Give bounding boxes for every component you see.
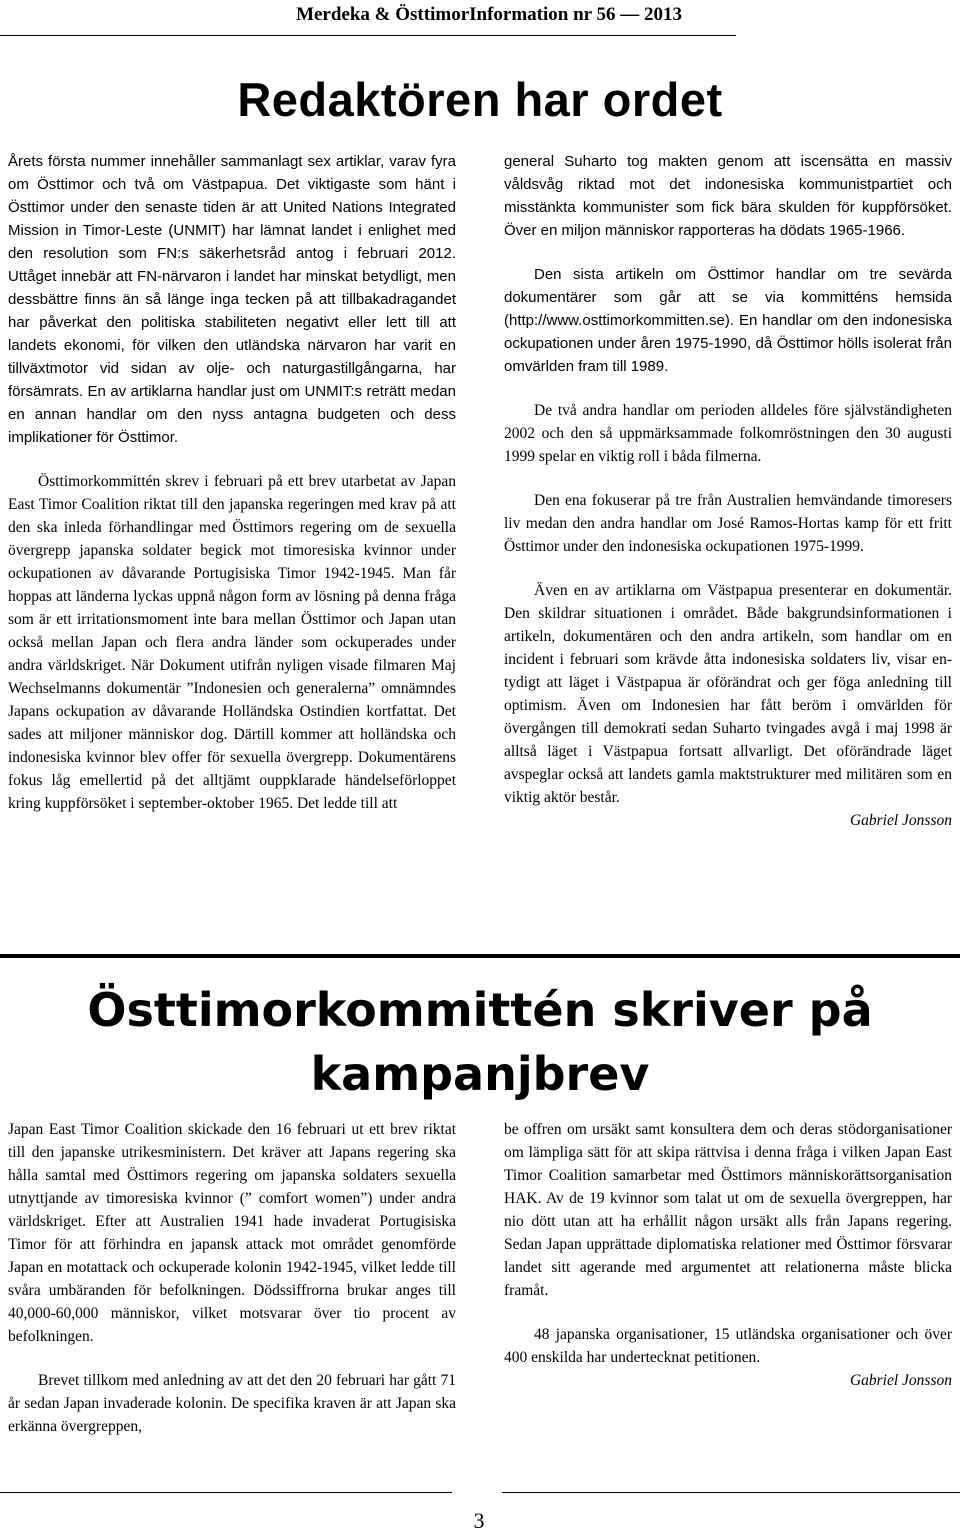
editorial-signature: Gabriel Jonsson (849, 812, 952, 829)
article-signature: Gabriel Jonsson (849, 1372, 952, 1389)
section-divider (0, 954, 960, 958)
footer-rule-right (502, 1492, 960, 1493)
article-paragraph-3: be offren om ursäkt samt konsultera dem och deras stödorganisationer om lämpliga sätt för att skipa rättvisa i denna fråga i vilken Japan East Timor Coalition samarbetar med Östtimors människorättsorganisation HAK. Av de 19 kvinnor som talat ut om de sexuella övergreppen, har nio dött utan att ha erhållit någon ursäkt alls från Japans regering. Sedan Japan upprättade diplomatiska relationer med Östtimor försvarar landet sitt agerande med argumentet att relationerna måste blicka framåt. (504, 1121, 952, 1299)
editorial-right-column (504, 150, 952, 832)
editorial-paragraph-3: general Suharto tog makten genom att iscensätta en massiv våldsvåg riktad mot det indonesiska kommunistpartiet och misstänkta kommunister som fick bära skulden för kuppförsöket. Över en miljon människor rapporteras ha dödats 1965-1966. (504, 153, 952, 239)
footer-rule-left (0, 1492, 452, 1493)
editorial-title: Redaktören har ordet (237, 73, 723, 126)
article-paragraph-4: 48 japanska organisationer, 15 utländska organisationer och över 400 enskilda har undertecknat petitionen. (504, 1326, 952, 1366)
editorial-left-column (8, 150, 456, 815)
editorial-paragraph-2: Östtimorkommittén skrev i februari på ett brev utarbetat av Japan East Timor Coalition riktat till den japanska regeringen med krav på att den ska inleda förhandlingar med Östtimors regering om de sexuella övergrepp japanska soldater begick mot timoresiska kvinnor under ockupationen av dåvarande Portugisiska Timor 1942-1945. Man får hoppas att länderna lyckas uppnå någon form av lösning på denna fråga som är ett irritationsmoment inte bara mellan Östtimor och Japan utan också mellan Japan och flera andra länder som ockuperades under andra världskriget. När Dokument utifrån nyligen visade filmaren Maj Wechselmanns dokumentär ”Indonesien och generalerna” omnämndes Japans ockupation av dåvarande Holländska Ostindien kortfattat. Det sades att miljoner människor dog. Därtill kommer att holländska och indonesiska kvinnor blev offer för sexuella övergrepp. Dokumentärens fokus låg emellertid på det alltjämt ouppklarade händelseförloppet kring kuppförsöket i september-oktober 1965. Det ledde till att (8, 473, 456, 812)
article-paragraph-2: Brevet tillkom med anledning av att det den 20 februari har gått 71 år sedan Japan invaderade kolonin. De specifika kraven är att Japan ska erkänna övergreppen, (8, 1372, 456, 1435)
article-paragraph-1: Japan East Timor Coalition skickade den 16 februari ut ett brev riktat till den japanske utrikesministern. Det kräver att Japans regering ska hålla samtal med Östtimors regering om japanska soldaters sexuella utnyttjande av timoresiska kvinnor (” comfort women”) under andra världskriget. Efter att Australien 1941 hade invaderat Portugisiska Timor för att förhindra en japansk attack mot området genomförde Japan en motattack och ockuperade kolonin 1942-1945, vilket ledde till svåra umbäranden för befolkningen. Dödssiffrorna brukar anges till 40,000-60,000 människor, vilket motsvarar över tio procent av befolkningen. (8, 1121, 456, 1345)
editorial-paragraph-1: Årets första nummer innehåller sammanlagt sex artiklar, varav fyra om Östtimor och två om Västpapua. Det viktigaste som hänt i Östtimor under den senaste tiden är att United Nations Integrated Mission in Timor-Leste (UNMIT) har lämnat landet i enlighet med den resolution som FN:s säkerhetsråd antog i februari 2012. Uttåget innebär att FN-närvaron i landet har minskat betydligt, men dessbättre finns än så länge inga tecken på att tillbakadragandet har påverkat den politiska stabiliteten negativt eller lett till att landets ekonomi, för vilken den utländska närvaron har varit en tillväxtmotor vid sidan av olje- och naturgastillgångarna, har försämrats. En av artiklarna handlar just om UNMIT:s reträtt medan en annan handlar om den nyss antagna budgeten och dess implikationer för Östtimor. (8, 153, 456, 446)
article-left-column (8, 1118, 456, 1438)
page-header (0, 0, 960, 40)
running-title: Merdeka & ÖsttimorInformation nr 56 — 2013 (296, 4, 682, 25)
page-number: 3 (473, 1508, 485, 1533)
article-title: Östtimorkommittén skriver på kampanjbrev (87, 983, 873, 1101)
header-rule (0, 35, 736, 36)
article-right-column (504, 1118, 952, 1392)
editorial-paragraph-5: De två andra handlar om perioden alldeles före självständigheten 2002 och den så uppmärksammade folkomröstningen den 30 augusti 1999 spelar en viktig roll i båda filmerna. (504, 402, 952, 465)
editorial-paragraph-6: Den ena fokuserar på tre från Australien hemvändande timoresers liv medan den andra handlar om José Ramos-Hortas kamp för ett fritt Östtimor under den indonesiska ockupationen 1975-1999. (504, 492, 952, 555)
editorial-paragraph-7: Även en av artiklarna om Västpapua presenterar en dokumentär. Den skildrar situationen i området. Både bakgrundsinformationen i artikeln, dokumentären och den andra artikeln, som handlar om en incident i februari som krävde åtta indonesiska soldaters liv, visar entydigt att läget i Västpapua är oförändrat och ger föga anledning till optimism. Även om Indonesien har fått beröm i omvärlden för övergången till demokrati sedan Suharto tvingades avgå i maj 1998 är alltså läget i Västpapua fortsatt allvarligt. Det oförändrade läget avspeglar också att landets gamla maktstrukturer med militären som en viktig aktör består. (504, 582, 952, 806)
editorial-paragraph-4: Den sista artikeln om Östtimor handlar om tre sevärda dokumentärer som går att se via kommitténs hemsida (http://www.osttimorkommitten.se). En handlar om den indonesiska ockupationen under åren 1975-1990, då Östtimor hölls isolerat från omvärlden fram till 1989. (504, 266, 952, 375)
